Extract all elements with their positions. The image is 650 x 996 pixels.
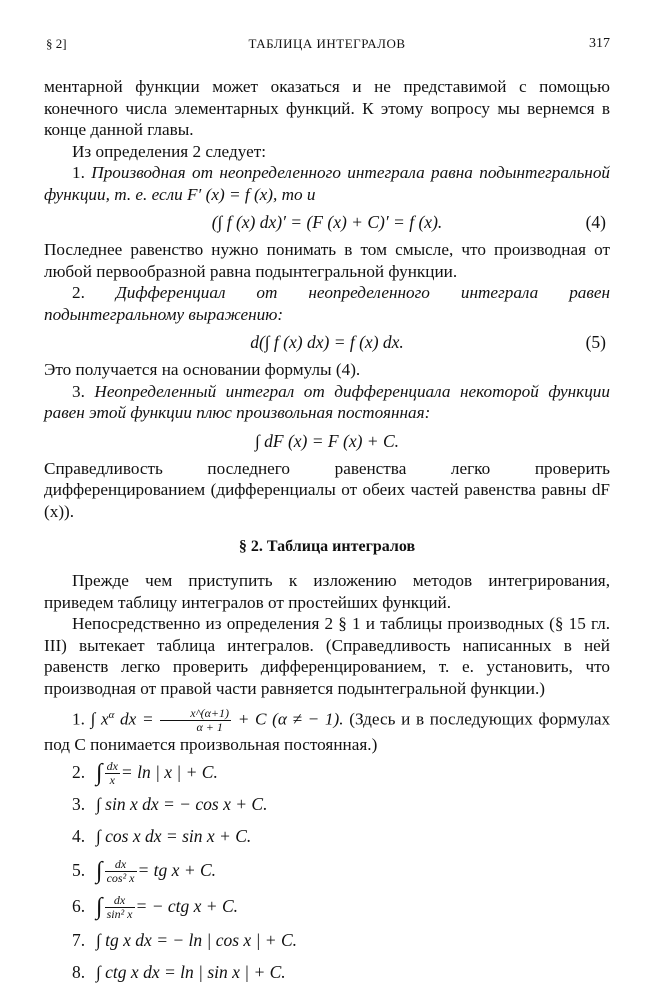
table-formula-7-number: 7. <box>72 929 86 950</box>
table-formula-7-body: ∫ tg x dx = − ln | cos x | + C. <box>96 929 297 950</box>
table-formula-2-body <box>96 756 218 789</box>
property-2 <box>44 282 610 325</box>
table-formula-8 <box>44 956 610 988</box>
integral-sign-icon: ∫ <box>96 759 103 786</box>
header-running-title: ТАБЛИЦА ИНТЕГРАЛОВ <box>248 36 406 51</box>
table-formula-5-fraction <box>105 858 137 885</box>
table-formula-5 <box>44 852 610 888</box>
header-section-mark: § 2] <box>46 36 67 51</box>
property-3 <box>44 381 610 424</box>
paragraph-1: ментарной функции может оказаться и не представимой с помощью конечного числа элементарных функций. К этому вопросу мы вернемся в конце данной главы. <box>44 77 610 139</box>
property-3-number: 3. <box>72 381 85 401</box>
paragraph-7: Непосредственно из определения 2 § 1 и таблицы производных (§ 15 гл. III) вытекает таблица интегралов. (Справедливость написанных в ней равенств легко проверить дифференцированием, т. е. установить, что производная от правой части равняется подынтегральной функции.) <box>44 614 610 698</box>
table-formula-2-rest: = ln | x | + C. <box>120 761 218 782</box>
paragraph-2: Из определения 2 следует: <box>72 141 266 161</box>
table-formula-1-exponent: α <box>108 709 115 721</box>
table-formula-5-frac-num: dx <box>105 858 137 872</box>
property-2-number: 2. <box>72 283 85 302</box>
running-header <box>44 36 610 56</box>
formula-5-number: (5) <box>585 332 606 352</box>
formula-dF-body: ∫ dF (x) = F (x) + C. <box>254 430 400 451</box>
table-formula-8-body: ∫ ctg x dx = ln | sin x | + C. <box>96 961 286 982</box>
table-formula-2 <box>44 756 610 788</box>
formula-4-body: (∫ f (x) dx)′ = (F (x) + C)′ = f (x). <box>211 212 443 232</box>
property-1-text: Производная от неопределенного интеграла равна подынтегральной функции, т. е. если F′ (x) = f (x), то и <box>44 163 611 204</box>
paragraph-4: Это получается на основании формулы (4). <box>44 360 361 379</box>
table-formula-6 <box>44 888 610 924</box>
property-1 <box>44 162 610 205</box>
formula-4 <box>44 205 610 239</box>
integral-table <box>44 705 610 988</box>
table-formula-1-number: 1. <box>72 709 85 729</box>
table-formula-4-number: 4. <box>72 825 86 846</box>
table-formula-4 <box>44 820 610 852</box>
table-formula-1-frac-num: x^(α+1) <box>160 707 231 721</box>
table-formula-1-note: (Здесь и в последующих формулах под C понимается произвольная постоянная.) <box>44 709 611 755</box>
integral-sign-icon: ∫ <box>96 857 103 884</box>
table-formula-6-frac-den: sin² x <box>106 907 133 922</box>
table-formula-6-fraction <box>105 894 135 921</box>
table-formula-7 <box>44 924 610 956</box>
table-formula-1-dx: dx = <box>114 709 154 729</box>
table-formula-5-number: 5. <box>72 859 86 880</box>
table-formula-6-frac-num: dx <box>105 894 135 908</box>
paragraph-3: Последнее равенство нужно понимать в том смысле, что производная от любой первообразной равна подынтегральной функции. <box>44 240 610 281</box>
table-formula-1 <box>44 705 610 756</box>
table-formula-1-frac-den: α + 1 <box>196 720 223 735</box>
formula-4-number: (4) <box>585 212 606 232</box>
table-formula-3 <box>44 788 610 820</box>
table-formula-2-frac-den: x <box>109 773 115 788</box>
formula-5-body: d(∫ f (x) dx) = f (x) dx. <box>250 332 404 352</box>
formula-dF <box>44 424 610 458</box>
integral-sign-icon: ∫ <box>96 893 103 920</box>
table-formula-6-body <box>96 888 238 925</box>
table-formula-1-left: ∫ x <box>90 709 109 729</box>
table-formula-5-rest: = tg x + C. <box>137 859 217 880</box>
table-formula-1-right: + C (α ≠ − 1). <box>237 709 344 729</box>
property-2-text: Дифференциал от неопределенного интеграла равен подынтегральному выражению: <box>44 283 610 324</box>
book-page <box>44 36 610 988</box>
property-3-text: Неопределенный интеграл от дифференциала некоторой функции равен этой функции плюс произвольная постоянная: <box>44 381 610 422</box>
table-formula-6-rest: = − ctg x + C. <box>135 895 239 916</box>
table-formula-3-body: ∫ sin x dx = − cos x + C. <box>96 793 268 814</box>
section-heading: § 2. Таблица интегралов <box>238 538 416 555</box>
formula-5 <box>44 325 610 359</box>
property-1-number: 1. <box>72 163 85 182</box>
header-page-number: 317 <box>589 36 610 51</box>
table-formula-5-frac-den: cos² x <box>106 871 135 886</box>
table-formula-1-fraction <box>160 707 231 734</box>
paragraph-6: Прежде чем приступить к изложению методов интегрирования, приведем таблицу интегралов от простейших функций. <box>44 571 610 612</box>
table-formula-2-number: 2. <box>72 761 86 782</box>
table-formula-6-number: 6. <box>72 895 86 916</box>
table-formula-2-frac-num: dx <box>106 759 118 774</box>
table-formula-3-number: 3. <box>72 793 86 814</box>
table-formula-5-body <box>96 852 216 889</box>
table-formula-8-number: 8. <box>72 961 86 982</box>
table-formula-2-fraction <box>105 760 120 787</box>
paragraph-5: Справедливость последнего равенства легко проверить дифференцированием (дифференциалы от обеих частей равенства равны dF (x)). <box>44 458 610 521</box>
table-formula-4-body: ∫ cos x dx = sin x + C. <box>96 825 252 846</box>
